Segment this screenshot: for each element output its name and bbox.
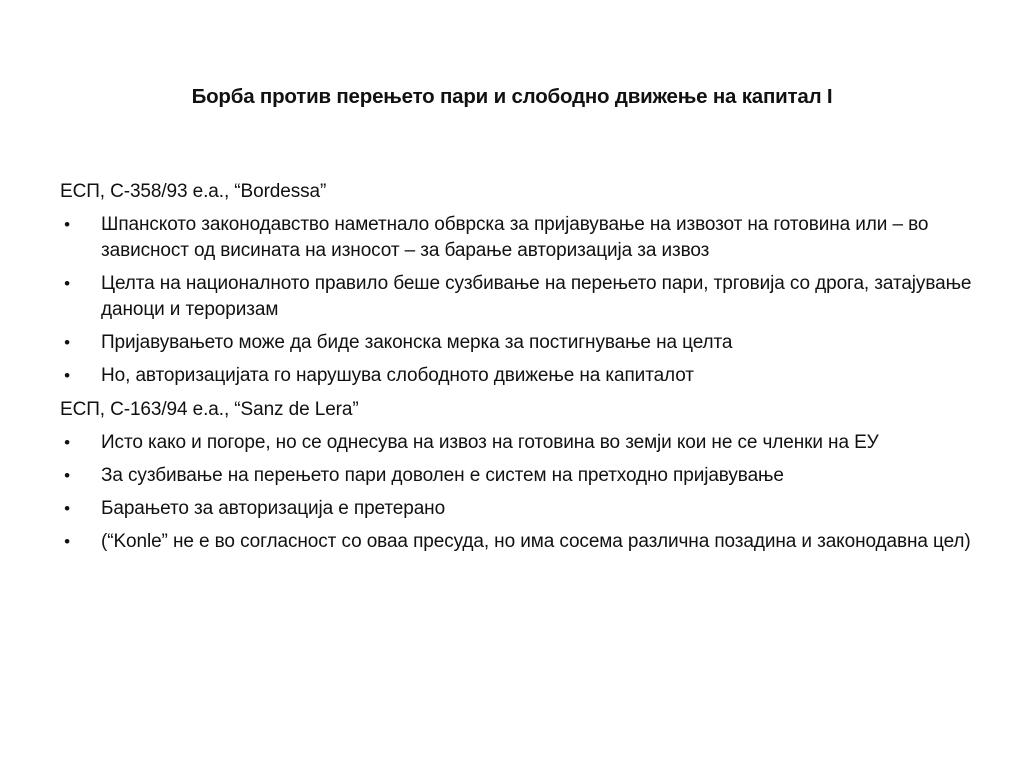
case-heading-bordessa: ЕСП, C-358/93 е.а., “Bordessa”: [60, 181, 327, 202]
list-item: [60, 463, 974, 489]
bullet-text: За сузбивање на перењето пари доволен е систем на претходно пријавување: [101, 465, 784, 486]
bullet-text: Исто како и погоре, но се однесува на извоз на готовина во земји кои не се членки на ЕУ: [101, 432, 879, 453]
list-item: [60, 496, 974, 522]
list-item: [60, 330, 974, 356]
slide-body: [60, 178, 974, 562]
bullet-icon: •: [64, 333, 70, 352]
bullet-text: (“Konle” не е во согласност со оваа пресуда, но има сосема различна позадина и законодавна цел): [101, 531, 971, 552]
bullet-icon: •: [64, 433, 70, 452]
list-item: [60, 430, 974, 456]
bullet-text: Но, авторизацијата го нарушува слободното движење на капиталот: [101, 365, 694, 386]
list-item: [60, 529, 974, 555]
case-heading-sanz-de-lera: ЕСП, C-163/94 е.а., “Sanz de Lera”: [60, 399, 359, 420]
bordessa-bullet-list: [60, 212, 974, 389]
bullet-icon: •: [64, 532, 70, 551]
slide-title: Борба против перењето пари и слободно движење на капитал I: [191, 85, 833, 108]
bullet-text: Барањето за авторизација е претерано: [101, 498, 446, 519]
bullet-icon: •: [64, 274, 70, 293]
bullet-text: Пријавувањето може да биде законска мерка за постигнување на целта: [101, 332, 733, 353]
bullet-text: Целта на националното правило беше сузбивање на перењето пари, трговија со дрога, затајување даноци и тероризам: [101, 273, 972, 320]
list-item: [60, 212, 974, 264]
sanz-de-lera-bullet-list: [60, 430, 974, 555]
bullet-icon: •: [64, 215, 70, 234]
bullet-icon: •: [64, 499, 70, 518]
list-item: [60, 363, 974, 389]
bullet-text: Шпанското законодавство наметнало обврска за пријавување на извозот на готовина или – во зависност од висината на износот – за барање авторизација за извоз: [101, 214, 929, 261]
list-item: [60, 271, 974, 323]
bullet-icon: •: [64, 366, 70, 385]
bullet-icon: •: [64, 466, 70, 485]
